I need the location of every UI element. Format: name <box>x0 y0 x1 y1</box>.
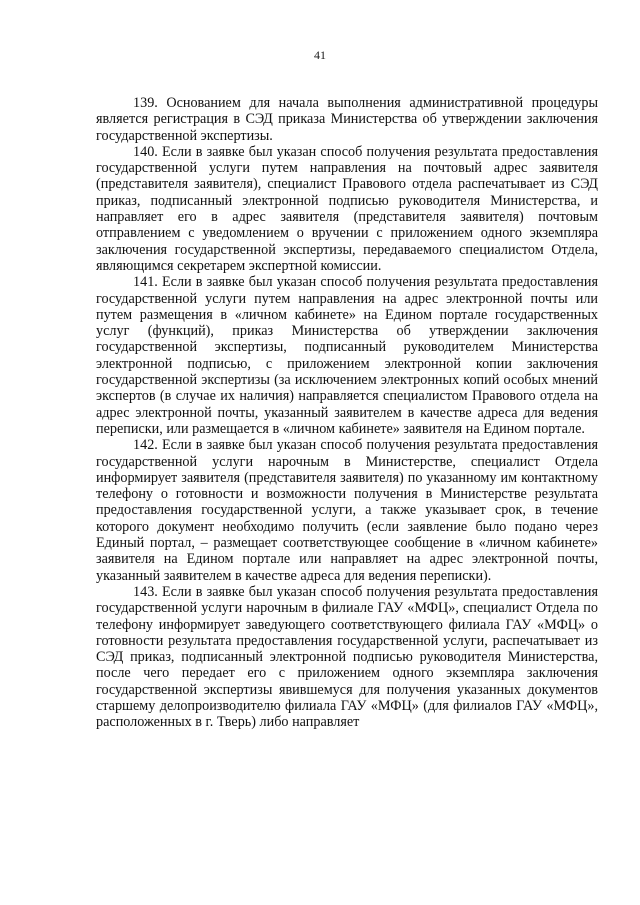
document-body <box>96 95 598 731</box>
paragraph-139: 139. Основанием для начала выполнения административной процедуры является регистрация в СЭД приказа Министерства об утверждении заключения государственной экспертизы. <box>96 95 598 144</box>
paragraph-140: 140. Если в заявке был указан способ получения результата предоставления государственной услуги путем направления на почтовый адрес заявителя (представителя заявителя), специалист Правового отдела распечатывает из СЭД приказ, подписанный электронной подписью руководителя Министерства, и направляет его в адрес заявителя (представителя заявителя) почтовым отправлением с уведомлением о вручении с приложением одного экземпляра заключения государственной экспертизы, передаваемого специалистом Отдела, являющимся секретарем экспертной комиссии. <box>96 143 598 274</box>
paragraph-143: 143. Если в заявке был указан способ получения результата предоставления государственной услуги нарочным в филиале ГАУ «МФЦ», специалист Отдела по телефону информирует заведующего соответствующего филиала ГАУ «МФЦ» о готовности результата предоставления государственной услуги, распечатывает из СЭД приказ, подписанный электронной подписью руководителя Министерства, после чего передает его с приложением одного экземпляра заключения государственной экспертизы явившемуся для получения указанных документов старшему делопроизводителю филиала ГАУ «МФЦ» (для филиалов ГАУ «МФЦ», расположенных в г. Тверь) либо направляет <box>96 583 598 731</box>
page-number: 41 <box>314 48 326 62</box>
paragraph-142: 142. Если в заявке был указан способ получения результата предоставления государственной услуги нарочным в Министерстве, специалист Отдела информирует заявителя (представителя заявителя) по указанному им контактному телефону о готовности и возможности получения в Министерстве результата предоставления государственной услуги, а также указывает срок, в течение которого документ необходимо получить (если заявление было подано через Единый портал, – размещает соответствующее сообщение в «личном кабинете» заявителя на Едином портале или направляет на адрес электронной почты, указанный заявителем в качестве адреса для ведения переписки). <box>96 437 598 584</box>
paragraph-141: 141. Если в заявке был указан способ получения результата предоставления государственной услуги путем направления на адрес электронной почты или путем размещения в «личном кабинете» на Едином портале государственных услуг (функций), приказ Министерства об утверждении заключения государственной экспертизы, подписанный руководителем Министерства электронной подписью, с приложением электронной копии заключения государственной экспертизы (за исключением электронных копий особых мнений экспертов (в случае их наличия) направляется специалистом Правового отдела на адрес электронной почты, указанный заявителем в качестве адреса для ведения переписки, или размещается в «личном кабинете» заявителя на Едином портале. <box>96 274 598 437</box>
